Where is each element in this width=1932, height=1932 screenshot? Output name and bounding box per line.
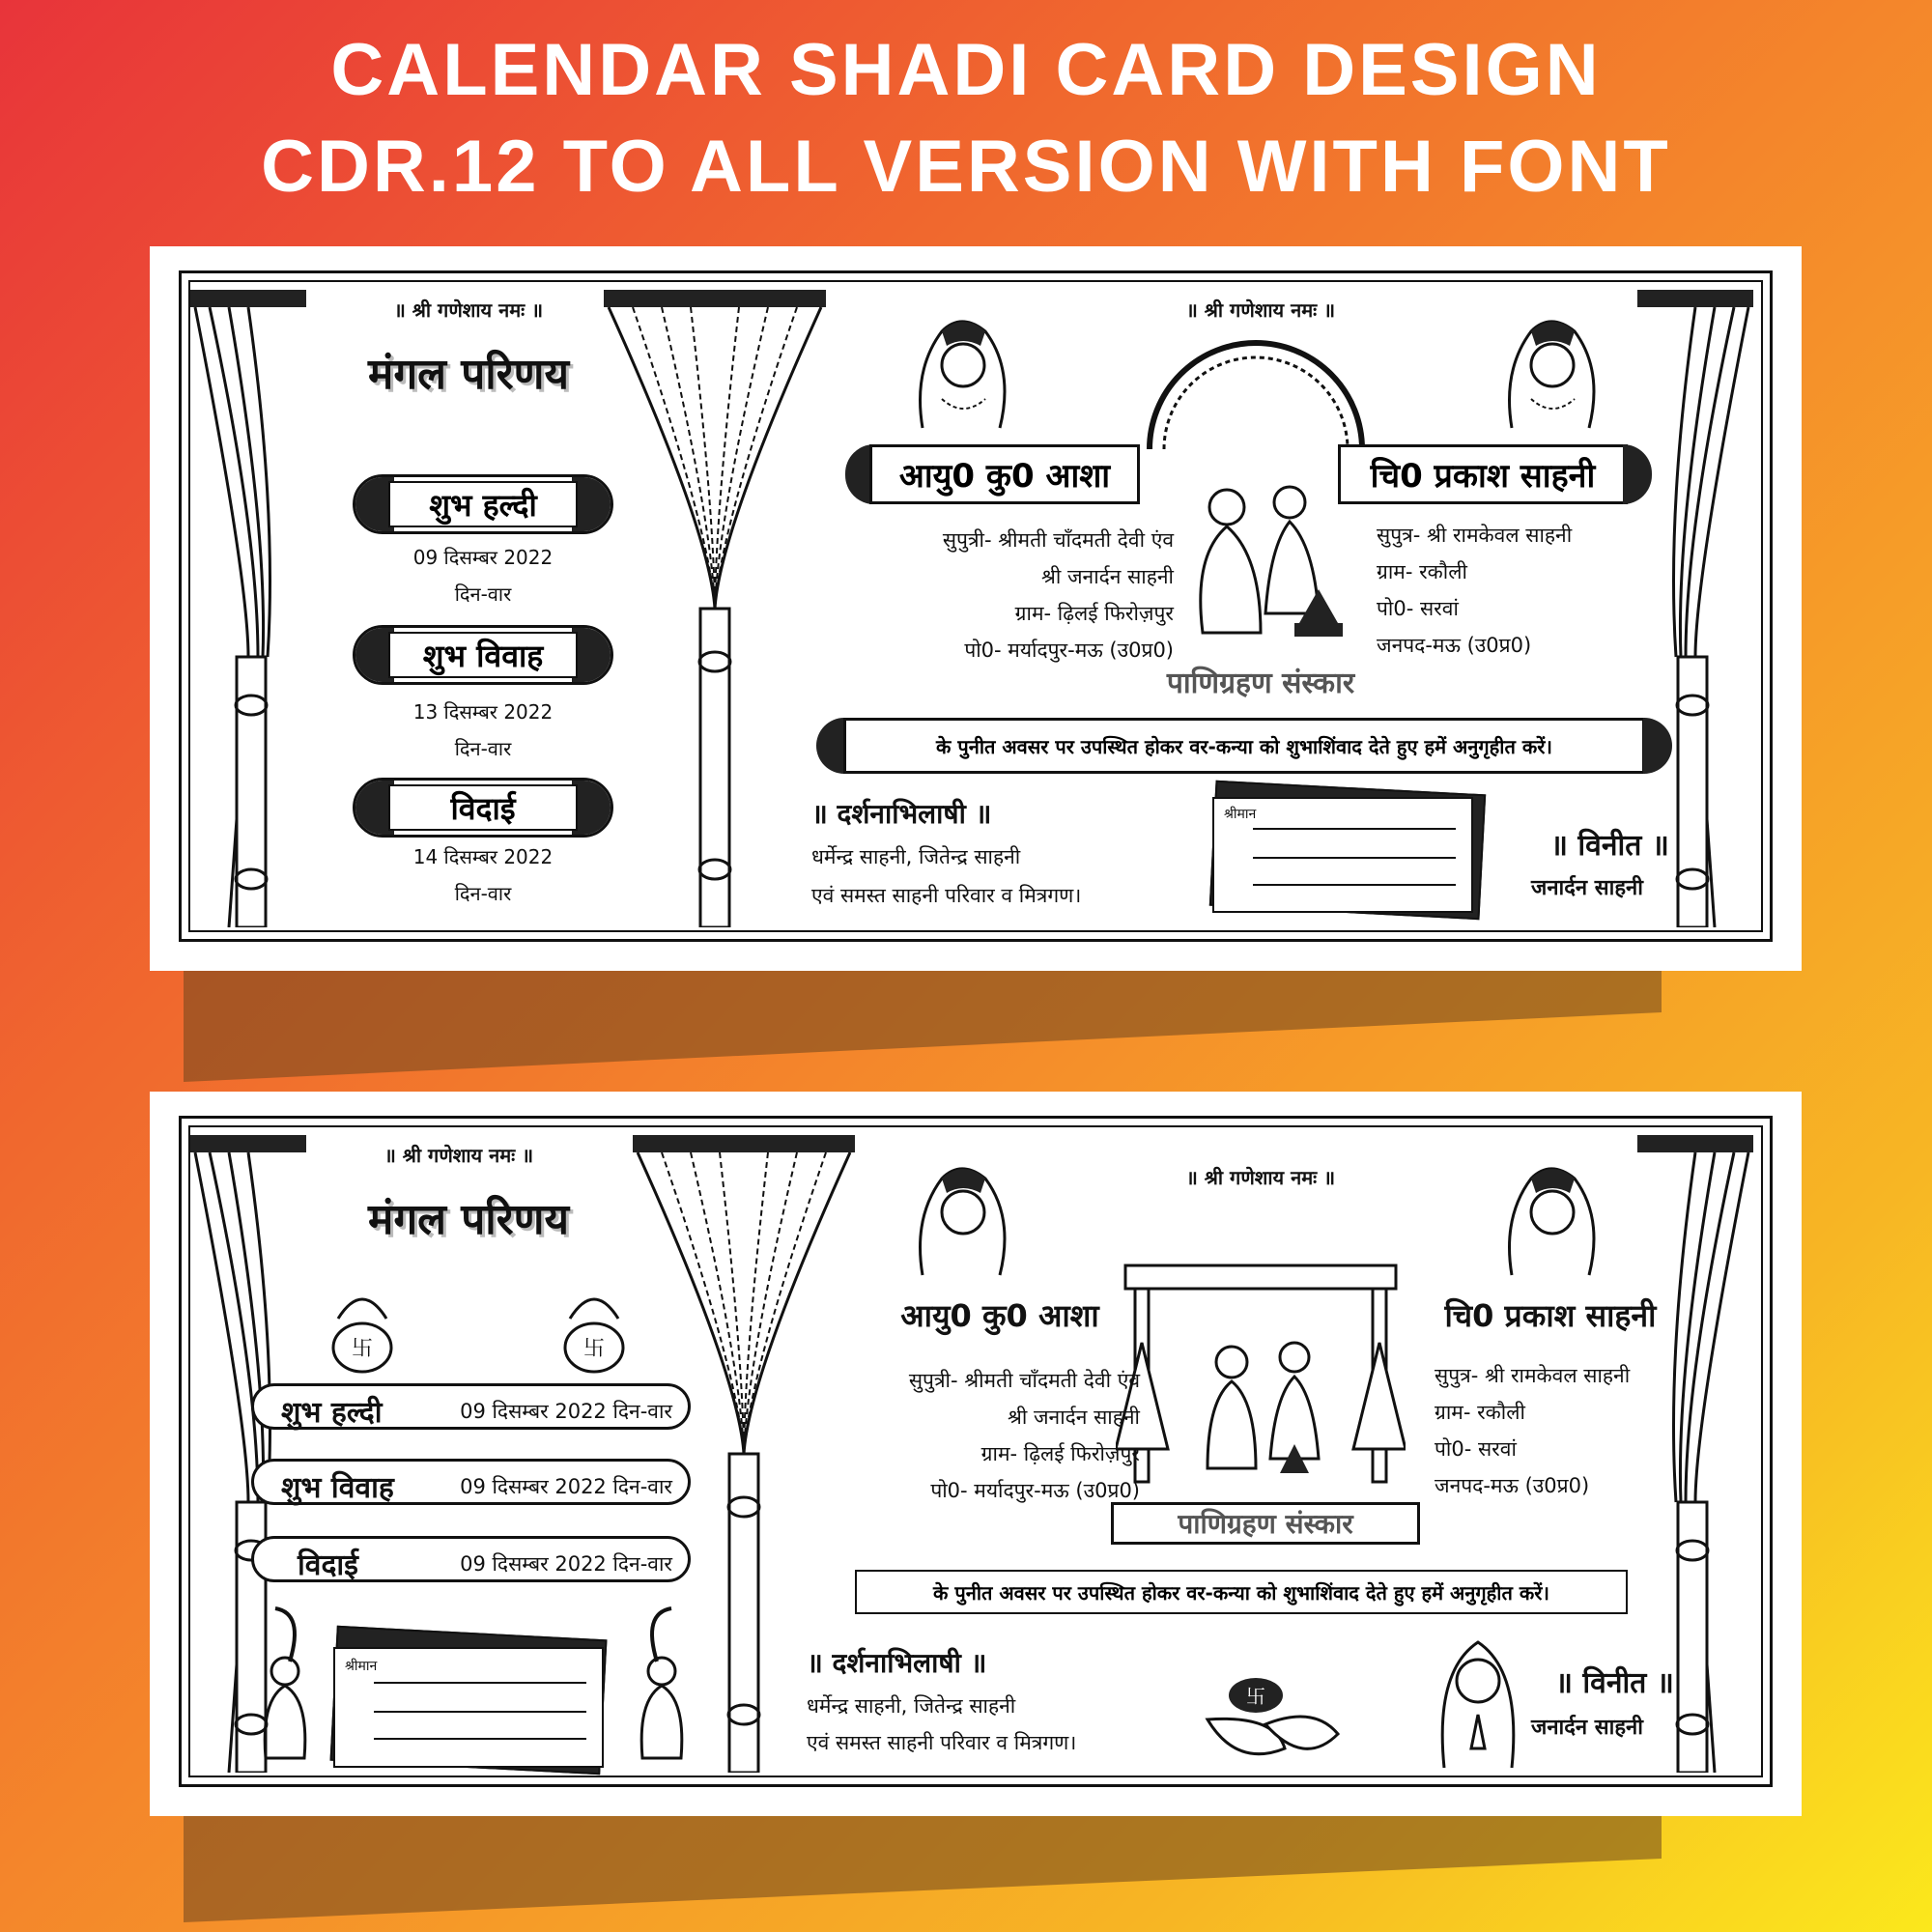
event-label: शुभ विवाह — [281, 1471, 394, 1505]
vinit-name: जनार्दन साहनी — [1531, 876, 1643, 900]
shehnai-player-icon — [246, 1604, 324, 1768]
invocation-right: ॥ श्री गणेशाय नमः ॥ — [1185, 298, 1336, 322]
card-design-2 — [150, 1092, 1802, 1816]
event-date: 13 दिसम्बर 2022 — [412, 700, 554, 724]
vinit-name: जनार्दन साहनी — [1531, 1716, 1643, 1740]
groom-detail-line: पो0- सरवां — [1435, 1437, 1517, 1461]
banner-title-line1: CALENDAR SHADI CARD DESIGN — [330, 29, 1602, 111]
groom-detail-line: सुपुत्र- श्री रामकेवल साहनी — [1377, 524, 1573, 547]
darshan-title: ॥ दर्शनाभिलाषी ॥ — [811, 798, 992, 830]
groom-detail-line: जनपद-मऊ (उ0प्र0) — [1435, 1474, 1590, 1497]
groom-detail-line: पो0- सरवां — [1377, 597, 1459, 620]
event-date: 09 दिसम्बर 2022 दिन-वार — [460, 1475, 672, 1498]
event-date: 09 दिसम्बर 2022 — [412, 546, 554, 569]
bride-detail-line: ग्राम- ढ़िलई फिरोज़पुर — [1014, 602, 1174, 625]
event-label-text: शुभ विवाह — [388, 632, 578, 678]
address-line — [1253, 884, 1456, 886]
svg-text:卐: 卐 — [1246, 1685, 1265, 1708]
darshan-line: धर्मेन्द्र साहनी, जितेन्द्र साहनी — [811, 845, 1021, 868]
curtain-left-icon — [190, 290, 306, 927]
bride-detail-line: श्री जनार्दन साहनी — [1040, 565, 1174, 588]
svg-text:卐: 卐 — [582, 1337, 606, 1361]
address-line — [374, 1682, 586, 1684]
event-day: दिन-वार — [454, 737, 512, 760]
bride-detail-line: पो0- मर्यादपुर-मऊ (उ0प्र0) — [930, 1479, 1140, 1502]
event-row-vidai — [251, 1536, 691, 1582]
groom-detail-line: ग्राम- रकौली — [1377, 560, 1467, 583]
message-bar: के पुनीत अवसर पर उपस्थित होकर वर-कन्या को शुभाशिंवाद देते हुए हमें अनुगृहीत करें। — [855, 1570, 1628, 1614]
message-bar: के पुनीत अवसर पर उपस्थित होकर वर-कन्या को शुभाशिंवाद देते हुए हमें अनुगृहीत करें। — [843, 718, 1645, 774]
event-day: दिन-वार — [454, 882, 512, 905]
groom-details — [1377, 517, 1666, 664]
bride-detail-line: सुपुत्री- श्रीमती चाँदमती देवी एंव — [942, 528, 1174, 552]
shehnai-player-icon — [623, 1604, 700, 1768]
event-label-haldi — [353, 474, 613, 534]
card1-shadow — [184, 966, 1662, 1082]
arch-icon — [1140, 333, 1372, 449]
bride-name: आयु0 कु0 आशा — [869, 444, 1140, 504]
dhol-icon — [1198, 1662, 1343, 1768]
bride-name: आयु0 कु0 आशा — [900, 1297, 1099, 1334]
card-design-1 — [150, 246, 1802, 971]
groom-detail-line: जनपद-मऊ (उ0प्र0) — [1377, 634, 1532, 657]
bride-illustration-icon — [1492, 1159, 1608, 1285]
event-date: 09 दिसम्बर 2022 दिन-वार — [460, 1400, 672, 1423]
bride-details — [807, 522, 1174, 668]
groom-name: चि0 प्रकाश साहनी — [1338, 444, 1628, 504]
darshan-line: एवं समस्त साहनी परिवार व मित्रगण। — [811, 884, 1082, 907]
event-label: शुभ हल्दी — [281, 1396, 383, 1430]
darshan-line: धर्मेन्द्र साहनी, जितेन्द्र साहनी — [807, 1694, 1016, 1718]
banner — [0, 27, 1932, 220]
svg-text:卐: 卐 — [351, 1337, 374, 1361]
event-date: 14 दिसम्बर 2022 — [412, 845, 554, 868]
groom-detail-line: सुपुत्र- श्री रामकेवल साहनी — [1435, 1364, 1631, 1387]
event-day: दिन-वार — [454, 582, 512, 606]
event-date: 09 दिसम्बर 2022 दिन-वार — [460, 1552, 672, 1576]
kalash-icon — [324, 1280, 401, 1377]
darshan-line: एवं समस्त साहनी परिवार व मित्रगण। — [807, 1731, 1077, 1754]
card2-shadow — [184, 1816, 1662, 1922]
vinit-title: ॥ विनीत ॥ — [1555, 1666, 1674, 1700]
couple-ritual-icon — [1174, 478, 1357, 642]
bride-detail-line: श्री जनार्दन साहनी — [1007, 1406, 1140, 1429]
bride-illustration-icon — [903, 1159, 1019, 1285]
event-row-haldi — [251, 1383, 691, 1430]
address-line — [1253, 857, 1456, 859]
banner-title-line2: CDR.12 TO ALL VERSION WITH FONT — [261, 126, 1671, 208]
ceremony-title: पाणिग्रहण संस्कार — [1111, 1502, 1420, 1545]
bride-detail-line: पो0- मर्यादपुर-मऊ (उ0प्र0) — [964, 639, 1174, 662]
address-label: श्रीमान — [345, 1659, 378, 1674]
invocation-right: ॥ श्री गणेशाय नमः ॥ — [1185, 1166, 1336, 1189]
bride-details — [768, 1362, 1140, 1509]
ceremony-title: पाणिग्रहण संस्कार — [1166, 667, 1355, 700]
curtain-center-icon — [604, 290, 826, 927]
vinit-title: ॥ विनीत ॥ — [1550, 829, 1669, 863]
card-title: मंगल परिणय — [368, 350, 569, 399]
bride-detail-line: ग्राम- ढ़िलई फिरोज़पुर — [980, 1442, 1140, 1465]
darshan-title: ॥ दर्शनाभिलाषी ॥ — [807, 1647, 987, 1679]
bride-illustration-icon — [1492, 312, 1608, 438]
invocation-left: ॥ श्री गणेशाय नमः ॥ — [393, 298, 544, 322]
event-label-vivah — [353, 625, 613, 685]
namaste-lady-icon — [1435, 1633, 1521, 1773]
address-line — [374, 1711, 586, 1713]
card-title: मंगल परिणय — [368, 1195, 569, 1244]
address-box — [333, 1647, 604, 1768]
address-box — [1212, 797, 1473, 913]
event-label-text: विदाई — [388, 784, 578, 831]
mandap-icon — [1116, 1256, 1406, 1517]
groom-details — [1435, 1357, 1724, 1504]
event-row-vivah — [251, 1459, 691, 1505]
kalash-icon — [555, 1280, 633, 1377]
bride-detail-line: सुपुत्री- श्रीमती चाँदमती देवी एंव — [908, 1369, 1140, 1392]
address-line — [374, 1738, 586, 1740]
event-label-text: शुभ हल्दी — [388, 481, 578, 527]
event-label-vidai — [353, 778, 613, 838]
address-line — [1253, 828, 1456, 830]
groom-detail-line: ग्राम- रकौली — [1435, 1401, 1525, 1424]
invocation-left: ॥ श्री गणेशाय नमः ॥ — [384, 1144, 534, 1167]
groom-name: चि0 प्रकाश साहनी — [1444, 1297, 1657, 1334]
event-label: विदाई — [298, 1548, 358, 1582]
bride-illustration-icon — [903, 312, 1019, 438]
address-label: श्रीमान — [1224, 807, 1257, 822]
